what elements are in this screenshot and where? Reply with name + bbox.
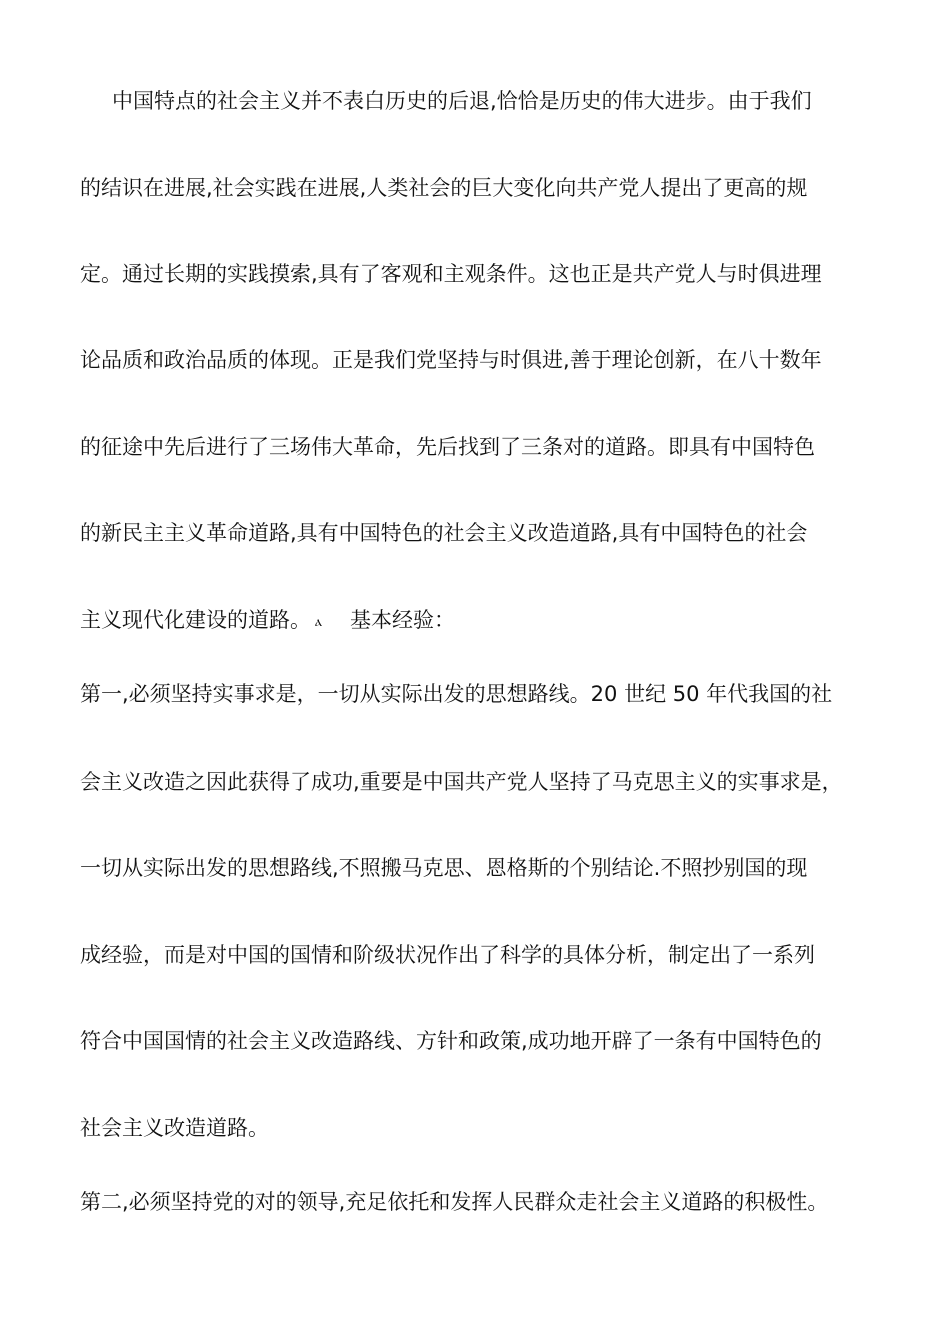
text-line-9: 会主义改造之因此获得了成功,重要是中国共产党人坚持了马克思主义的实事求是， (80, 770, 843, 794)
text-line-1: 中国特点的社会主义并不表白历史的后退,恰恰是历史的伟大进步。由于我们 (112, 89, 812, 113)
text-line-8: 第一,必须坚持实事求是，一切从实际出发的思想路线。20 世纪 50 年代我国的社 (80, 682, 833, 706)
text-line-2: 的结识在进展,社会实践在进展,人类社会的巨大变化向共产党人提出了更高的规 (80, 176, 808, 200)
text-line-14: 第二,必须坚持党的对的领导,充足依托和发挥人民群众走社会主义道路的积极性。 (80, 1190, 829, 1214)
text-line-13: 社会主义改造道路。 (80, 1116, 269, 1140)
text-line-7 (80, 605, 880, 637)
text-line-10: 一切从实际出发的思想路线,不照搬马克思、恩格斯的个别结论.不照抄别国的现 (80, 856, 808, 880)
text-line-12: 符合中国国情的社会主义改造路线、方针和政策,成功地开辟了一条有中国特色的 (80, 1029, 822, 1053)
text-line-5: 的征途中先后进行了三场伟大革命，先后找到了三条对的道路。即具有中国特色 (80, 435, 815, 459)
text-line-6: 的新民主主义革命道路,具有中国特色的社会主义改造道路,具有中国特色的社会 (80, 521, 808, 545)
text-line-11: 成经验，而是对中国的国情和阶级状况作出了科学的具体分析，制定出了一系列 (80, 943, 815, 967)
paragraph-mark-icon: ⲁ (315, 614, 322, 630)
text-line-7-main: 主义现代化建设的道路。 (80, 608, 311, 632)
text-line-3: 定。通过长期的实践摸索,具有了客观和主观条件。这也正是共产党人与时俱进理 (80, 262, 822, 286)
basic-experience-heading: 基本经验： (350, 608, 455, 632)
text-line-4: 论品质和政治品质的体现。正是我们党坚持与时俱进,善于理论创新，在八十数年 (80, 348, 822, 372)
